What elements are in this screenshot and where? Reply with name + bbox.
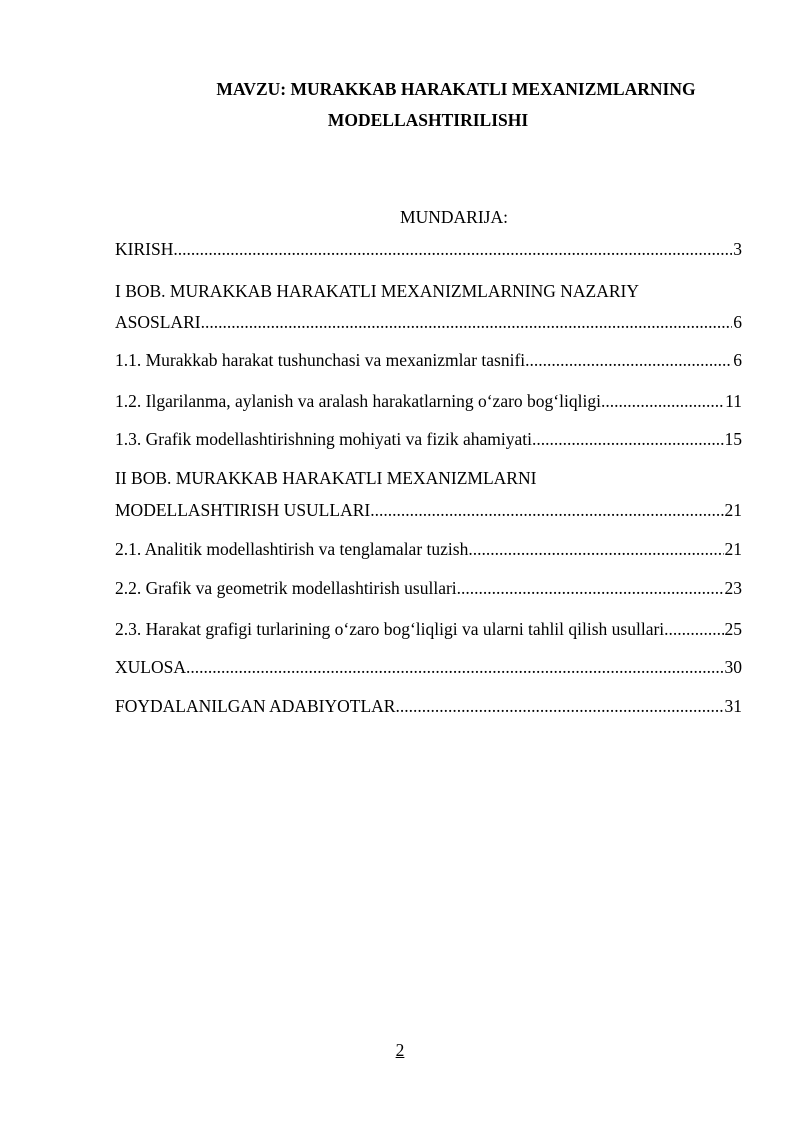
toc-entry-label: FOYDALANILGAN ADABIYOTLAR (115, 696, 396, 716)
toc-entry-label: ASOSLARI (115, 312, 201, 332)
title-line-2: MODELLASHTIRILISHI (327, 110, 529, 130)
toc-entry-page: 21 (724, 539, 742, 559)
toc-entry-page: 23 (724, 578, 742, 598)
toc-leader-dots (468, 537, 723, 561)
toc-entry-adabiyotlar[interactable] (115, 694, 742, 718)
toc-entry-bob2[interactable] (115, 498, 742, 522)
toc-leader-dots (664, 617, 723, 641)
page-number: 2 (395, 1040, 405, 1060)
toc-leader-dots (173, 237, 732, 261)
toc-leader-dots (532, 427, 724, 451)
toc-entry-label: MODELLASHTIRISH USULLARI (115, 500, 371, 520)
toc-entry-label: KIRISH (115, 239, 174, 259)
toc-entry-label: 2.3. Harakat grafigi turlarining o‘zaro bog‘liqligi va ularni tahlil qilish usullari (115, 619, 665, 639)
document-title (110, 74, 746, 136)
toc-leader-dots (201, 310, 733, 334)
toc-entry-xulosa[interactable] (115, 655, 742, 679)
toc-entry-1-3[interactable] (115, 427, 742, 451)
toc-entry-bob1-line1[interactable]: I BOB. MURAKKAB HARAKATLI MEXANIZMLARNING NAZARIY (115, 281, 640, 301)
toc-entry-page: 3 (733, 239, 742, 259)
toc-entry-page: 25 (724, 619, 742, 639)
toc-entry-kirish[interactable] (115, 237, 742, 261)
toc-entry-label: 1.1. Murakkab harakat tushunchasi va mexanizmlar tasnifi (115, 350, 526, 370)
toc-entry-page: 15 (724, 429, 742, 449)
toc-entry-1-2[interactable] (115, 389, 742, 413)
toc-entry-2-2[interactable] (115, 576, 742, 600)
toc-entry-bob2-line1[interactable]: II BOB. MURAKKAB HARAKATLI MEXANIZMLARNI (115, 468, 537, 488)
toc-entry-label: 2.2. Grafik va geometrik modellashtirish usullari (115, 578, 457, 598)
toc-entry-label: 1.3. Grafik modellashtirishning mohiyati va fizik ahamiyati (115, 429, 532, 449)
title-line-1: MAVZU: MURAKKAB HARAKATLI MEXANIZMLARNING (216, 79, 696, 99)
toc-entry-label: XULOSA (115, 657, 186, 677)
toc-entry-page: 31 (724, 696, 742, 716)
toc-entry-label: 1.2. Ilgarilanma, aylanish va aralash harakatlarning o‘zaro bog‘liqligi (115, 391, 601, 411)
toc-heading: MUNDARIJA: (400, 207, 508, 227)
toc-leader-dots (370, 498, 723, 522)
toc-leader-dots (601, 389, 724, 413)
toc-leader-dots (186, 655, 724, 679)
toc-entry-2-1[interactable] (115, 537, 742, 561)
toc-entry-page: 21 (724, 500, 742, 520)
toc-entry-page: 30 (724, 657, 742, 677)
toc-entry-page: 6 (733, 312, 742, 332)
toc-entry-1-1[interactable] (115, 348, 742, 372)
toc-entry-page: 6 (733, 350, 742, 370)
toc-entry-bob1[interactable] (115, 310, 742, 334)
toc-entry-page: 11 (725, 391, 742, 411)
toc-entry-label: 2.1. Analitik modellashtirish va tenglamalar tuzish (115, 539, 469, 559)
toc-entry-2-3[interactable] (115, 617, 742, 641)
toc-leader-dots (525, 348, 732, 372)
toc-leader-dots (395, 694, 723, 718)
toc-leader-dots (457, 576, 724, 600)
